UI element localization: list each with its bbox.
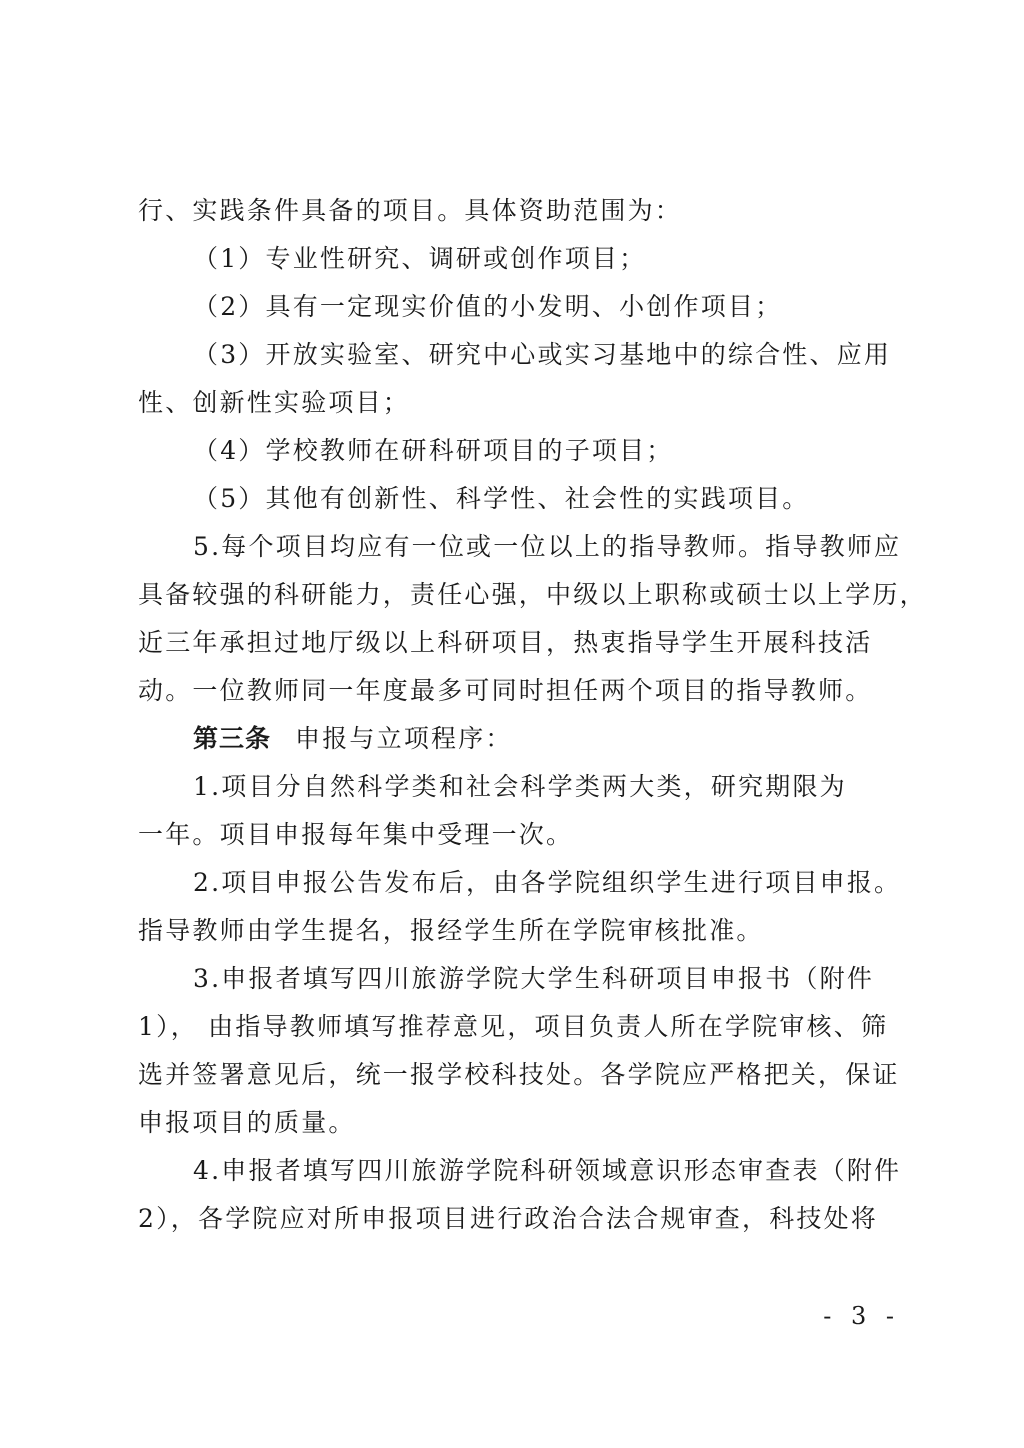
body-line: 1.项目分自然科学类和社会科学类两大类，研究期限为 bbox=[193, 772, 847, 801]
body-line: 性、创新性实验项目； bbox=[138, 388, 411, 417]
body-line: 4.申报者填写四川旅游学院科研领域意识形态审查表（附件 bbox=[193, 1156, 902, 1185]
article-heading-line bbox=[138, 715, 898, 763]
body-line: 1）， 由指导教师填写推荐意见，项目负责人所在学院审核、筛 bbox=[138, 1012, 889, 1041]
body-line: 申报项目的质量。 bbox=[138, 1108, 356, 1137]
body-line: （2）具有一定现实价值的小发明、小创作项目； bbox=[193, 292, 783, 321]
body-line: 选并签署意见后，统一报学校科技处。各学院应严格把关，保证 bbox=[138, 1060, 900, 1089]
page-number: - 3 - bbox=[823, 1302, 900, 1330]
body-line: 2），各学院应对所申报项目进行政治合法合规审查，科技处将 bbox=[138, 1204, 879, 1233]
body-line: 3.申报者填写四川旅游学院大学生科研项目申报书（附件 bbox=[193, 964, 875, 993]
body-line: （5）其他有创新性、科学性、社会性的实践项目。 bbox=[193, 484, 810, 513]
article-number: 第三条 bbox=[193, 724, 272, 753]
body-line: 一年。项目申报每年集中受理一次。 bbox=[138, 820, 574, 849]
body-line: 近三年承担过地厅级以上科研项目，热衷指导学生开展科技活 bbox=[138, 628, 873, 657]
body-line: （1）专业性研究、调研或创作项目； bbox=[193, 244, 647, 273]
body-line: 2.项目申报公告发布后，由各学院组织学生进行项目申报。 bbox=[193, 868, 902, 897]
body-line: （4）学校教师在研科研项目的子项目； bbox=[193, 436, 674, 465]
document-body bbox=[138, 187, 927, 1243]
body-line: 行、实践条件具备的项目。具体资助范围为： bbox=[138, 196, 683, 225]
body-line: 具备较强的科研能力，责任心强，中级以上职称或硕士以上学历， bbox=[138, 580, 927, 609]
body-line: 指导教师由学生提名，报经学生所在学院审核批准。 bbox=[138, 916, 764, 945]
body-line: （3）开放实验室、研究中心或实习基地中的综合性、应用 bbox=[193, 340, 892, 369]
body-line: 动。一位教师同一年度最多可同时担任两个项目的指导教师。 bbox=[138, 676, 873, 705]
body-line: 5.每个项目均应有一位或一位以上的指导教师。指导教师应 bbox=[193, 532, 902, 561]
article-title: 申报与立项程序： bbox=[295, 724, 513, 753]
